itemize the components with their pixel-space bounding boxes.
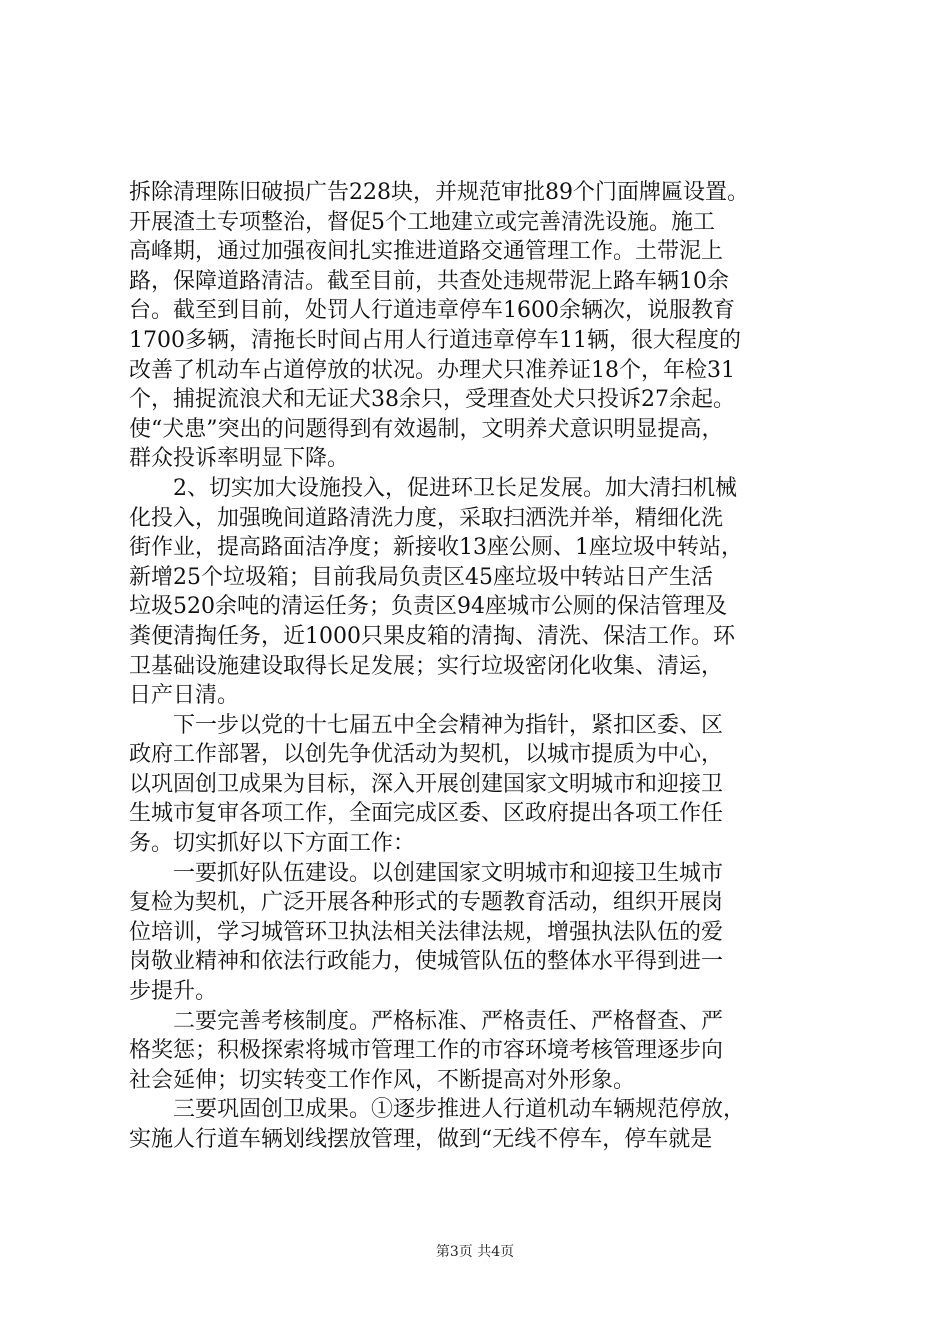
page-footer [0, 1242, 950, 1262]
text-line: 步提升。 [129, 979, 218, 1005]
text-line: 开展渣土专项整治，督促5个工地建立或完善清洗设施。施工 [129, 209, 715, 235]
text-line: 卫基础设施建设取得长足发展；实行垃圾密闭化收集、清运， [129, 653, 724, 679]
text-line: 粪便清掏任务，近1000只果皮箱的清掏、清洗、保洁工作。环 [129, 623, 735, 649]
text-line: 格奖惩；积极探索将城市管理工作的市容环境考核管理逐步向 [129, 1038, 724, 1064]
text-line: 岗敬业精神和依法行政能力，使城管队伍的整体水平得到进一 [129, 949, 724, 975]
document-body [129, 178, 829, 1155]
text-line: 街作业，提高路面洁净度；新接收13座公厕、1座垃圾中转站， [129, 535, 743, 561]
page-number: 第3页 共4页 [435, 1244, 515, 1260]
text-line: 新增25个垃圾箱；目前我局负责区45座垃圾中转站日产生活 [129, 564, 713, 590]
text-line: 拆除清理陈旧破损广告228块，并规范审批89个门面牌匾设置。 [129, 180, 749, 205]
text-line: 复检为契机，广泛开展各种形式的专题教育活动，组织开展岗 [129, 890, 724, 916]
text-line: 改善了机动车占道停放的状况。办理犬只准养证18个，年检31 [129, 357, 735, 383]
text-line: 位培训，学习城管环卫执法相关法律法规，增强执法队伍的爱 [129, 919, 724, 945]
text-line: 社会延伸；切实转变工作作风，不断提高对外形象。 [129, 1067, 636, 1093]
text-line: 生城市复审各项工作，全面完成区委、区政府提出各项工作任 [129, 801, 724, 827]
text-line: 群众投诉率明显下降。 [129, 446, 350, 472]
text-line: 政府工作部署，以创先争优活动为契机，以城市提质为中心， [129, 742, 724, 768]
text-line: 垃圾520余吨的清运任务；负责区94座城市公厕的保洁管理及 [129, 594, 727, 620]
text-line: 个，捕捉流浪犬和无证犬38余只，受理查处犬只投诉27余起。 [129, 387, 735, 413]
text-line: 实施人行道车辆划线摆放管理，做到“无线不停车，停车就是 [129, 1127, 713, 1152]
text-line: 台。截至到目前，处罚人行道违章停车1600余辆次，说服教育 [129, 298, 735, 324]
text-line: 1700多辆，清拖长时间占用人行道违章停车11辆，很大程度的 [129, 327, 741, 353]
paragraph-first-line: 2、切实加大设施投入，促进环卫长足发展。加大清扫机械 [173, 475, 737, 501]
text-line: 路，保障道路清洁。截至目前，共查处违规带泥上路车辆10余 [129, 268, 729, 294]
text-line: 高峰期，通过加强夜间扎实推进道路交通管理工作。土带泥上 [129, 239, 724, 265]
text-line: 化投入，加强晚间道路清洗力度，采取扫洒洗并举，精细化洗 [129, 505, 724, 531]
text-line: 务。切实抓好以下方面工作： [129, 831, 416, 857]
paragraph-first-line: 二要完善考核制度。严格标准、严格责任、严格督查、严 [173, 1008, 724, 1034]
text-line: 以巩固创卫成果为目标，深入开展创建国家文明城市和迎接卫 [129, 771, 724, 797]
text-line: 使“犬患”突出的问题得到有效遏制，文明养犬意识明显提高， [129, 416, 724, 442]
paragraph-first-line: 一要抓好队伍建设。以创建国家文明城市和迎接卫生城市 [173, 860, 724, 886]
paragraph-first-line: 三要巩固创卫成果。①逐步推进人行道机动车辆规范停放， [173, 1097, 746, 1123]
text-line: 日产日清。 [129, 683, 240, 709]
paragraph-first-line: 下一步以党的十七届五中全会精神为指针，紧扣区委、区 [173, 712, 724, 738]
